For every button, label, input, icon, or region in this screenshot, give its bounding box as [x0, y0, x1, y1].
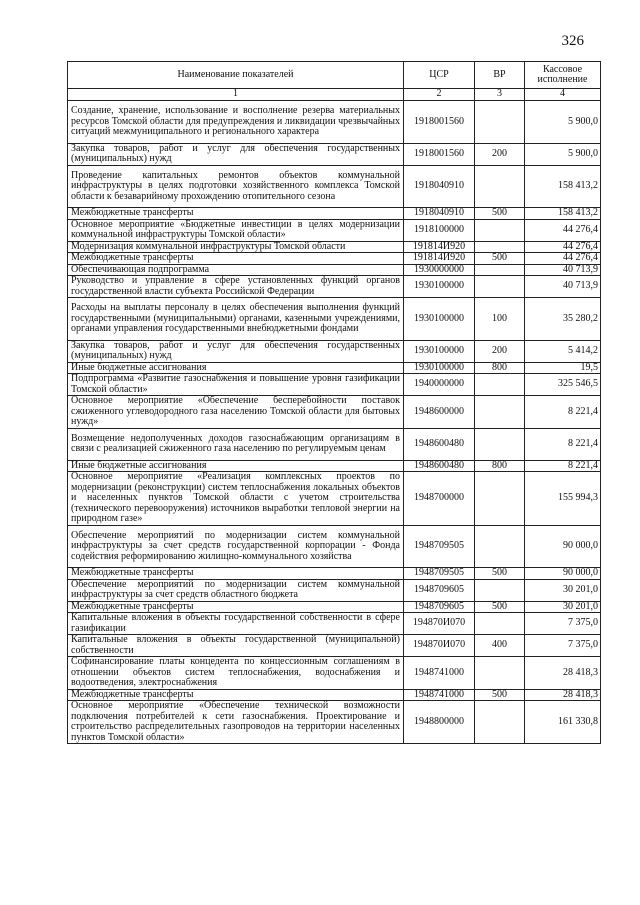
row-csr-code: 1948800000: [404, 701, 475, 744]
row-cash-execution: 155 994,3: [525, 472, 601, 526]
table-row: [68, 340, 601, 362]
row-csr-code: 1930100000: [404, 276, 475, 298]
row-csr-code: 191814И920: [404, 253, 475, 265]
row-cash-execution: 8 221,4: [525, 396, 601, 429]
table-header-row: [68, 62, 601, 89]
row-name: Обеспечение мероприятий по модернизации систем коммунальной инфраструктуры за счет средств областного бюджета: [68, 579, 404, 601]
row-vr-code: [475, 165, 525, 208]
table-row: [68, 298, 601, 341]
table-row: [68, 165, 601, 208]
row-cash-execution: 158 413,2: [525, 165, 601, 208]
row-csr-code: 1930100000: [404, 298, 475, 341]
row-name: Закупка товаров, работ и услуг для обеспечения государственных (муниципальных) нужд: [68, 340, 404, 362]
table-row: [68, 472, 601, 526]
row-cash-execution: 35 280,2: [525, 298, 601, 341]
row-cash-execution: 30 201,0: [525, 601, 601, 613]
row-csr-code: 1948600480: [404, 460, 475, 472]
table-row: [68, 568, 601, 580]
row-name: Руководство и управление в сфере установленных функций органов государственной власти субъекта Российской Федерации: [68, 276, 404, 298]
row-csr-code: 1948709605: [404, 579, 475, 601]
row-csr-code: 1948700000: [404, 472, 475, 526]
row-name: Проведение капитальных ремонтов объектов коммунальной инфраструктуры в целях подготовки хозяйственного комплекса Томской области к безаварийному прохождению отопительного сезона: [68, 165, 404, 208]
row-name: Основное мероприятие «Реализация комплексных проектов по модернизации (реконструкции) систем теплоснабжения локальных объектов и населенных пунктов Томской области с учетом строительства (технического перевооружения) источников выработки тепловой энергии на природном газе»: [68, 472, 404, 526]
row-csr-code: 194870И070: [404, 613, 475, 635]
row-name: Расходы на выплаты персоналу в целях обеспечения выполнения функций государственными (муниципальными) органами, казенными учреждениями, органами управления государственными внебюджетными фондами: [68, 298, 404, 341]
row-cash-execution: 8 221,4: [525, 460, 601, 472]
row-cash-execution: 161 330,8: [525, 701, 601, 744]
row-name: Межбюджетные трансферты: [68, 601, 404, 613]
table-row: [68, 657, 601, 690]
row-vr-code: 800: [475, 460, 525, 472]
row-vr-code: [475, 579, 525, 601]
table-row: [68, 613, 601, 635]
column-numbers-row: [68, 89, 601, 101]
table-row: [68, 276, 601, 298]
row-csr-code: 1948709605: [404, 601, 475, 613]
row-csr-code: 194870И070: [404, 635, 475, 657]
row-csr-code: 1948709505: [404, 568, 475, 580]
row-vr-code: [475, 657, 525, 690]
budget-table: [67, 61, 601, 744]
row-cash-execution: 7 375,0: [525, 635, 601, 657]
row-name: Основное мероприятие «Бюджетные инвестиции в целях модернизации коммунальной инфраструктуры Томской области»: [68, 219, 404, 241]
row-name: Создание, хранение, использование и восполнение резерва материальных ресурсов Томской области для предупреждения и ликвидации чрезвычайных ситуаций межмуниципального и регионального характера: [68, 101, 404, 144]
row-vr-code: [475, 101, 525, 144]
row-csr-code: 191814И920: [404, 241, 475, 253]
row-csr-code: 1940000000: [404, 374, 475, 396]
row-cash-execution: 44 276,4: [525, 241, 601, 253]
table-row: [68, 601, 601, 613]
row-name: Софинансирование платы концедента по концессионным соглашениям в отношении объектов систем теплоснабжения, водоснабжения и водоотведения, электроснабжения: [68, 657, 404, 690]
table-row: [68, 525, 601, 568]
row-name: Капитальные вложения в объекты государственной собственности в сфере газификации: [68, 613, 404, 635]
row-cash-execution: 5 900,0: [525, 101, 601, 144]
row-cash-execution: 7 375,0: [525, 613, 601, 635]
row-cash-execution: 40 713,9: [525, 276, 601, 298]
column-number: 1: [68, 89, 404, 101]
row-csr-code: 1918001560: [404, 101, 475, 144]
row-name: Модернизация коммунальной инфраструктуры Томской области: [68, 241, 404, 253]
table-row: [68, 701, 601, 744]
row-csr-code: 1948741000: [404, 657, 475, 690]
column-number: 4: [525, 89, 601, 101]
table-body: [68, 101, 601, 744]
row-name: Межбюджетные трансферты: [68, 689, 404, 701]
row-cash-execution: 19,5: [525, 362, 601, 374]
row-vr-code: 100: [475, 298, 525, 341]
row-name: Основное мероприятие «Обеспечение бесперебойности поставок сжиженного углеводородного газа населению Томской области для бытовых нужд»: [68, 396, 404, 429]
header-vr: ВР: [475, 62, 525, 89]
table-row: [68, 374, 601, 396]
row-cash-execution: 44 276,4: [525, 219, 601, 241]
row-csr-code: 1948600480: [404, 428, 475, 460]
row-vr-code: [475, 525, 525, 568]
row-cash-execution: 90 000,0: [525, 568, 601, 580]
row-vr-code: [475, 472, 525, 526]
table-row: [68, 635, 601, 657]
row-cash-execution: 5 414,2: [525, 340, 601, 362]
row-csr-code: 1918001560: [404, 143, 475, 165]
table-row: [68, 219, 601, 241]
row-cash-execution: 90 000,0: [525, 525, 601, 568]
table-row: [68, 689, 601, 701]
row-name: Обеспечивающая подпрограмма: [68, 264, 404, 276]
row-name: Межбюджетные трансферты: [68, 253, 404, 265]
column-number: 2: [404, 89, 475, 101]
row-name: Подпрограмма «Развитие газоснабжения и повышение уровня газификации Томской области»: [68, 374, 404, 396]
row-vr-code: 500: [475, 601, 525, 613]
row-vr-code: [475, 396, 525, 429]
row-cash-execution: 30 201,0: [525, 579, 601, 601]
table-row: [68, 253, 601, 265]
row-csr-code: 1930100000: [404, 362, 475, 374]
row-csr-code: 1918040910: [404, 208, 475, 220]
row-cash-execution: 8 221,4: [525, 428, 601, 460]
row-cash-execution: 28 418,3: [525, 657, 601, 690]
table-row: [68, 460, 601, 472]
column-number: 3: [475, 89, 525, 101]
row-vr-code: 500: [475, 568, 525, 580]
table-row: [68, 241, 601, 253]
table-row: [68, 143, 601, 165]
row-vr-code: [475, 264, 525, 276]
row-csr-code: 1948741000: [404, 689, 475, 701]
row-csr-code: 1918100000: [404, 219, 475, 241]
header-name: Наименование показателей: [68, 62, 404, 89]
row-vr-code: 500: [475, 208, 525, 220]
row-cash-execution: 40 713,9: [525, 264, 601, 276]
row-vr-code: 200: [475, 340, 525, 362]
table-row: [68, 264, 601, 276]
row-vr-code: [475, 241, 525, 253]
row-csr-code: 1930000000: [404, 264, 475, 276]
table-row: [68, 101, 601, 144]
row-vr-code: [475, 701, 525, 744]
row-name: Капитальные вложения в объекты государственной (муниципальной) собственности: [68, 635, 404, 657]
row-vr-code: [475, 276, 525, 298]
row-name: Возмещение недополученных доходов газоснабжающим организациям в связи с реализацией сжиженного газа населению по регулируемым ценам: [68, 428, 404, 460]
row-cash-execution: 158 413,2: [525, 208, 601, 220]
row-csr-code: 1948600000: [404, 396, 475, 429]
row-name: Основное мероприятие «Обеспечение технической возможности подключения потребителей к сети газоснабжения. Проектирование и строительство распределительных газопроводов на территории населенных пунктов Томской области»: [68, 701, 404, 744]
row-name: Иные бюджетные ассигнования: [68, 460, 404, 472]
row-vr-code: 800: [475, 362, 525, 374]
row-name: Межбюджетные трансферты: [68, 568, 404, 580]
row-vr-code: [475, 219, 525, 241]
row-csr-code: 1948709505: [404, 525, 475, 568]
row-name: Закупка товаров, работ и услуг для обеспечения государственных (муниципальных) нужд: [68, 143, 404, 165]
table-row: [68, 362, 601, 374]
row-csr-code: 1918040910: [404, 165, 475, 208]
row-cash-execution: 28 418,3: [525, 689, 601, 701]
page-number: 326: [561, 33, 584, 49]
row-vr-code: 500: [475, 689, 525, 701]
table-row: [68, 396, 601, 429]
header-csr: ЦСР: [404, 62, 475, 89]
row-vr-code: 400: [475, 635, 525, 657]
table-row: [68, 579, 601, 601]
row-vr-code: [475, 428, 525, 460]
row-vr-code: [475, 374, 525, 396]
row-name: Иные бюджетные ассигнования: [68, 362, 404, 374]
row-cash-execution: 44 276,4: [525, 253, 601, 265]
table-row: [68, 428, 601, 460]
header-cash-execution: Кассовое исполнение: [525, 62, 601, 89]
row-name: Межбюджетные трансферты: [68, 208, 404, 220]
row-name: Обеспечение мероприятий по модернизации систем коммунальной инфраструктуры за счет средств государственной корпорации - Фонда содействия реформированию жилищно-коммунального хозяйства: [68, 525, 404, 568]
row-vr-code: 500: [475, 253, 525, 265]
table-row: [68, 208, 601, 220]
row-vr-code: [475, 613, 525, 635]
row-csr-code: 1930100000: [404, 340, 475, 362]
row-cash-execution: 325 546,5: [525, 374, 601, 396]
row-vr-code: 200: [475, 143, 525, 165]
row-cash-execution: 5 900,0: [525, 143, 601, 165]
